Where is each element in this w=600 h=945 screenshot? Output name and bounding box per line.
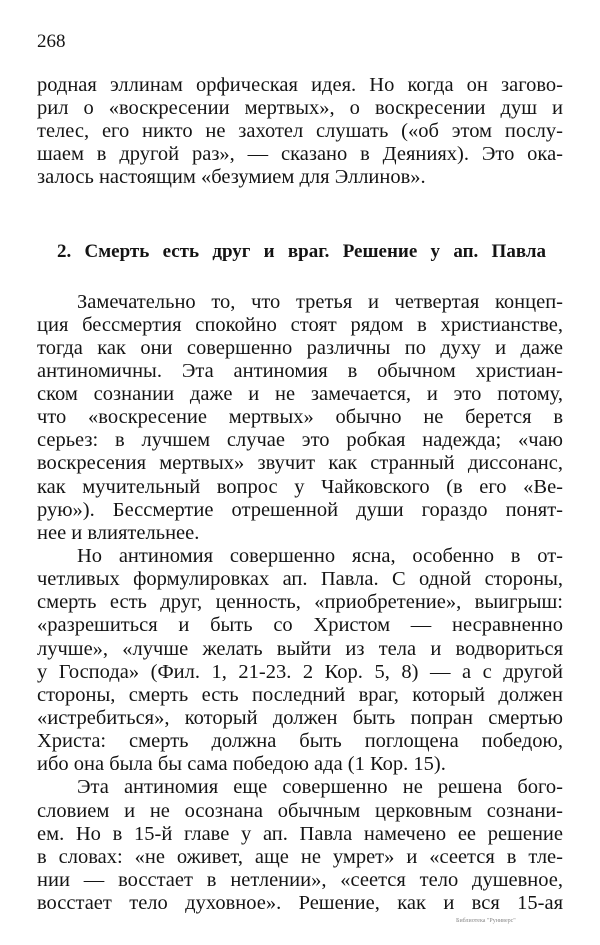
text-line: четливых формулировках ап. Павла. С одной стороны, <box>37 568 563 591</box>
text-line: антиномичны. Эта антиномия в обычном христиан- <box>37 359 563 382</box>
text-line: Эта антиномия еще совершенно не решена бого- <box>77 776 563 799</box>
text-after-heading <box>37 291 563 916</box>
text-line: Христа: смерть должна быть поглощена победою, <box>37 730 563 753</box>
text-line: как мучительный вопрос у Чайковского (в его «Ве- <box>37 475 563 498</box>
text-line: в словах: «не оживет, аще не умрет» и «сеется в тле- <box>37 845 563 868</box>
text-line: лучше», «лучше желать выйти из тела и водвориться <box>37 637 563 660</box>
library-watermark: Библиотека "Руниверс" <box>456 918 516 924</box>
text-line: «разрешиться и быть со Христом — несравненно <box>37 614 563 637</box>
text-line: ция бессмертия спокойно стоят рядом в христианстве, <box>37 313 563 336</box>
text-line: у Господа» (Фил. 1, 21-23. 2 Кор. 5, 8) — а с другой <box>37 660 563 683</box>
text-line: нии — восстает в нетлении», «сеется тело душевное, <box>37 869 563 892</box>
text-line: телес, его никто не захотел слушать («об этом послу- <box>37 119 563 142</box>
text-line: Но антиномия совершенно ясна, особенно в от- <box>77 545 563 568</box>
text-line: ибо она была бы сама победою ада (1 Кор. 15). <box>37 753 446 776</box>
text-line: залось настоящим «безумием для Эллинов». <box>37 166 426 189</box>
text-line: нее и влиятельнее. <box>37 521 200 544</box>
text-line: восстает тело духовное». Решение, как и вся 15-ая <box>37 892 563 915</box>
text-line: стороны, смерть есть последний враг, который должен <box>37 683 563 706</box>
section-heading: 2. Смерть есть друг и враг. Решение у ап. Павла <box>57 241 546 262</box>
text-line: Замечательно то, что третья и четвертая концеп- <box>77 290 563 313</box>
text-line: «истребиться», который должен быть попран смертью <box>37 707 563 730</box>
text-line: серьез: в лучшем случае это робкая надежда; «чаю <box>37 429 563 452</box>
text-line: рил о «воскресении мертвых», о воскресении душ и <box>37 96 563 119</box>
text-line: рую»). Бессмертие отрешенной души гораздо понят- <box>37 498 563 521</box>
text-line: ем. Но в 15-й главе у ап. Павла намечено ее решение <box>37 822 563 845</box>
text-line: шаем в другой раз», — сказано в Деяниях). Это ока- <box>37 142 563 165</box>
text-line: ском сознании даже и не замечается, и это потому, <box>37 383 563 406</box>
text-line: смерть есть друг, ценность, «приобретение», выигрыш: <box>37 591 563 614</box>
text-line: воскресения мертвых» звучит как странный диссонанс, <box>37 452 563 475</box>
text-before-heading <box>37 74 563 190</box>
text-line: словием и не осознана обычным церковным сознани- <box>37 799 563 822</box>
text-line: родная эллинам орфическая идея. Но когда он загово- <box>37 73 563 96</box>
text-line: что «воскресение мертвых» обычно не берется в <box>37 406 563 429</box>
text-line: тогда как они совершенно различны по духу и даже <box>37 336 563 359</box>
page-number: 268 <box>37 31 66 52</box>
